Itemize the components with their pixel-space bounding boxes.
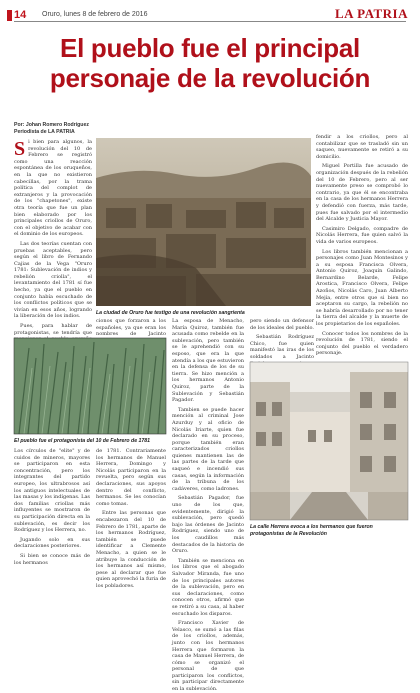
newspaper-brand: LA PATRIA <box>335 6 408 21</box>
date-line: Oruro, lunes 8 de febrero de 2016 <box>42 11 148 18</box>
page-number: 14 <box>14 9 27 21</box>
col5-paragraph-5: Conocer todos los nombres de la revolución de 1781, siendo el conjunto del pueblo el verdadero personaje. <box>316 330 408 357</box>
col1-paragraph-3: Pues, para hablar de protagonistas, se tendría que <box>14 323 92 336</box>
byline <box>14 122 89 136</box>
dropcap-letter: S <box>14 138 26 160</box>
col1b-paragraph-3: Si bien se conoce más de los hermanos <box>14 552 90 566</box>
column-1-top <box>14 139 92 335</box>
photo-caption-painting: El pueblo fue el protagonista del 10 de Febrero de 1781 <box>14 438 151 444</box>
col5-paragraph-1: fendir a los criollos, pero al contabilizar que se trasladó sin un saqueo, nuevamente se retiró a su domicilio. <box>316 134 408 160</box>
col2-top-paragraph-1: cionos que forzaron a los españoles, ya que eran los nombres de Jacinto <box>96 318 166 338</box>
col2-paragraph-1: de 1781. Contrariamente los hermanos de Manuel Herrera, Domingo y Nicolás participaron en la revuelta, pero según sus declaraciones, sus apoyos dentro del conflicto, hermanos. Se les conocían como tomas. <box>96 448 166 507</box>
header-rule <box>14 21 406 22</box>
photo-caption-street: La calle Herrera evoca a los hermanos que fueron protagonistas de la Revolución <box>250 524 373 537</box>
col1b-paragraph-2: Jugando solo en sus declaraciones posteriores. <box>14 536 90 550</box>
calle-herrera-photo <box>250 362 408 520</box>
author-name: Por: Johan Romero Rodríguez <box>14 122 89 128</box>
col3-top-paragraph-2: Tambien se puede hacer mención al criminal Jose Azurduy y al oficio de Nicolás Iriarte, quien fue declarado en su proceso, porque también eran caracterizados criollos quienes mantienen las de las partes de la tarde que saqueó e incendió sus casas, según la información de la tribuna de los cadáveres, como ladrones. <box>172 406 244 492</box>
col5-paragraph-4: Los libros también mencionan a personajes como Juan Montesinos y a su esposa Francisca Olvera, Antonio Quiroz, Joaquín Galindo, Bernardino Belarde, Felipe Arostica, Francisco Olvera, Felipe Azoños, Nicolás Caro, Juan Alberto Mejía, entre otros que si bien no aceptaron su cargo, la rebelión no se habría desarrollado por no tener la tierra del alcalde y la muerte de los propietarios de los españoles. <box>316 248 408 328</box>
headline-line-2: personaje de la revolución <box>49 63 371 93</box>
col4-paragraph-2: Sebastián Rodríguez Chico, fue quien manifestó las iras de los soldados a Jacinto <box>250 334 314 360</box>
column-5 <box>316 134 408 357</box>
headline-line-1: El pueblo fue el principal <box>60 33 360 63</box>
oruro-city-photo <box>96 138 311 306</box>
column-2-bottom <box>96 448 166 589</box>
photo-caption-city: La ciudad de Oruro fue testigo de una revolución sangrienta <box>96 310 245 316</box>
col5-paragraph-2: Miguel Portilla fue acusado de organización después de la rebelión del 10 de Febrero, pero al ser nuevamente preso se comprobó lo contrario, ya que él se encontraba en la casa de los hermanos Herrera y defendió con fuerza, más tarde, pues fue salvado por el intermedio del Alcalde y Justicia Mayor. <box>316 163 408 223</box>
col4-paragraph-1: pero siendo un defensor de los ideales del pueblo. <box>250 318 315 331</box>
col1-paragraph-2: Las dos teorías cuentan con pruebas aceptables, pero según el libro de Fernando Cajias de la Vega "Oruro 1781: Sublevación de indios y rebelión criolla", el levantamiento del 1781 sí fue hecho, ya que el pueblo en conjunto había escuchado de los conflictos políticos que se vivían en esos años, logrando la liberación de los indios. <box>14 240 92 320</box>
col1b-paragraph-1: Los círculos de "elite" y de cuidos de mineros, mayores se participaron en esta concentración, pero los integrantes del partido europeo, los ultrabrosos así los antiguos intelectuales de las masas y los indígenas. Las dos familias criollas más influyentes se mostraron de su participación directa en la sublevación, es decir los Rodríguez y los Herrera, no. <box>14 448 90 534</box>
col2-paragraph-2: Entre las personas que encabezaron del 10 de Febrero de 1781, aparte de los hermanos Rodríguez, también se puede identificar a Clemente Menacho, a quien se le atribuye la conducción de los hermanos así mismo, pese al declarar que fue quien aprovechó la furia de los pobladores. <box>96 510 166 589</box>
col3-top-paragraph-1: La esposa de Menacho, María Quiroz, también fue acusada como rebelde en la sublevación, pero también se le aprehendió con su esposo, que era la que atendía a los que estuvieron en la defensa de los de su tierra. Se hizo mención a los hermanos Antonio Quiroz, parte de la Sublevación y Sebastián Pagador. <box>172 318 244 404</box>
author-role: Periodista de LA PATRIA <box>14 129 75 135</box>
column-3 <box>172 318 244 693</box>
column-4-top <box>250 318 314 358</box>
col3-paragraph-2: También se menciona en los libros que el abogado Salvador Miranda, fue uno de los principales autores de la sublevación, pero en sus declaraciones, como conocen otros, afirmó que se retiró a su casa, al haber escuchado los disparos. <box>172 557 244 617</box>
column-1-bottom <box>14 448 90 566</box>
revolution-painting <box>14 338 166 434</box>
col5-paragraph-3: Casimiro Delgado, compadre de Nicolás Herrera, fue quien salvó la vida de varios europeos. <box>316 225 408 245</box>
col3-paragraph-3: Francisco Xavier de Velasco, se sumó a las filas de los criollos, además, junto con los hermanos Herrera que formaron la casa de Manuel Herrera, de cómo se organizó el personal de que participaron los conflictos, sin participar directamente en la sublevación. <box>172 620 244 693</box>
col1-paragraph-1: i bien para algunos, la revolución del 10 de Febrero se registró como una reacción espontánea de los oruqueños, en la que no existieron cabecillas, por la trama política del complot de extranjeros y la provocación de los "chapetones", existe otra teoría que fue un plan bien elaborado por los principales criollos de Oruro, con el objetivo de acabar con el dominio de los europeos. <box>14 139 92 238</box>
page-header <box>0 0 420 32</box>
col3-paragraph-1: Sebastián Pagador, fue uno de los que, evidentemente, dirigió la sublevación, pero quedó bajo las órdenes de Jacinto Rodríguez, siendo uno de los caudillos más destacados de la historia de Oruro. <box>172 495 244 555</box>
headline <box>10 33 410 93</box>
